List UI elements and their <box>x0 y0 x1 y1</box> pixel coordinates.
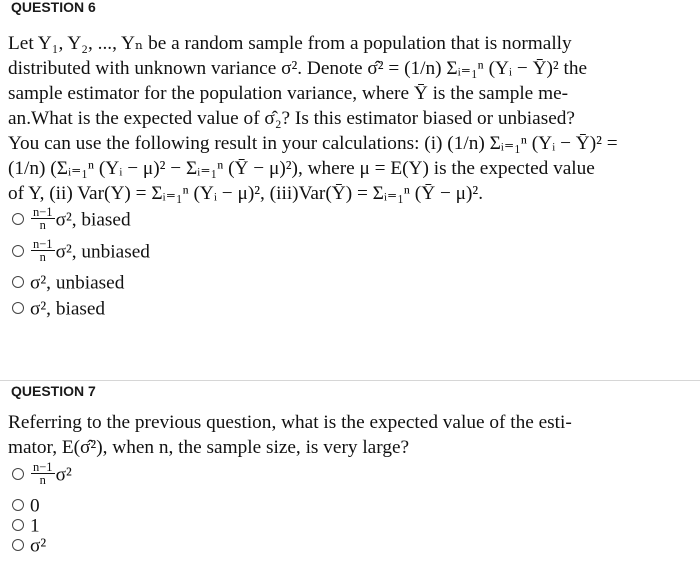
q6-option-a[interactable] <box>12 205 131 232</box>
option-label: σ², biased <box>55 209 131 231</box>
radio-button[interactable] <box>12 302 24 314</box>
question-text-line: Let Y₁, Y₂, ..., Yₙ be a random sample from a population that is normally <box>8 33 572 54</box>
radio-button[interactable] <box>12 245 24 257</box>
option-label: σ², unbiased <box>30 272 125 294</box>
option-label: σ², unbiased <box>55 241 150 263</box>
option-label: σ² <box>30 535 47 557</box>
option-label: σ² <box>55 464 72 486</box>
option-label: 1 <box>30 515 40 537</box>
question-text-line: distributed with unknown variance σ². Denote σ̂² = (1/n) Σᵢ₌₁ⁿ (Yᵢ − Ȳ)² the <box>8 58 588 79</box>
fraction: $\frac{n-1}{n}$ <box>33 237 53 264</box>
question-text-line: You can use the following result in your calculations: (i) (1/n) Σᵢ₌₁ⁿ (Yᵢ − Ȳ)² = <box>8 133 618 154</box>
question-text-line: an.What is the expected value of σ̂₂? Is this estimator biased or unbiased? <box>8 108 575 129</box>
question-7-header: QUESTION 7 <box>0 380 700 402</box>
question-7-text <box>8 410 693 460</box>
fraction: $\frac{n-1}{n}$ <box>33 460 53 487</box>
radio-button[interactable] <box>12 213 24 225</box>
radio-button[interactable] <box>12 276 24 288</box>
question-6-text <box>8 31 693 206</box>
q6-option-b[interactable] <box>12 237 150 264</box>
question-text-line: of Y, (ii) Var(Y) = Σᵢ₌₁ⁿ (Yᵢ − μ)², (iii)Var(Ȳ) = Σᵢ₌₁ⁿ (Ȳ − μ)². <box>8 183 484 204</box>
q7-option-a[interactable] <box>12 460 72 487</box>
question-text-line: Referring to the previous question, what is the expected value of the esti- <box>8 412 572 433</box>
q6-option-c[interactable] <box>12 272 124 296</box>
option-label: 0 <box>30 495 40 517</box>
radio-button[interactable] <box>12 468 24 480</box>
radio-button[interactable] <box>12 539 24 551</box>
fraction: $\frac{n-1}{n}$ <box>33 205 53 232</box>
question-text-line: (1/n) (Σᵢ₌₁ⁿ (Yᵢ − μ)² − Σᵢ₌₁ⁿ (Ȳ − μ)²), where μ = E(Y) is the expected value <box>8 158 595 179</box>
q7-option-d[interactable] <box>12 535 46 559</box>
radio-button[interactable] <box>12 499 24 511</box>
question-6-header: QUESTION 6 <box>11 0 96 15</box>
question-text-line: mator, E(σ̂²), when n, the sample size, is very large? <box>8 437 410 458</box>
radio-button[interactable] <box>12 519 24 531</box>
q6-option-d[interactable] <box>12 298 105 322</box>
question-text-line: sample estimator for the population variance, where Ȳ is the sample me- <box>8 83 569 104</box>
option-label: σ², biased <box>30 298 106 320</box>
